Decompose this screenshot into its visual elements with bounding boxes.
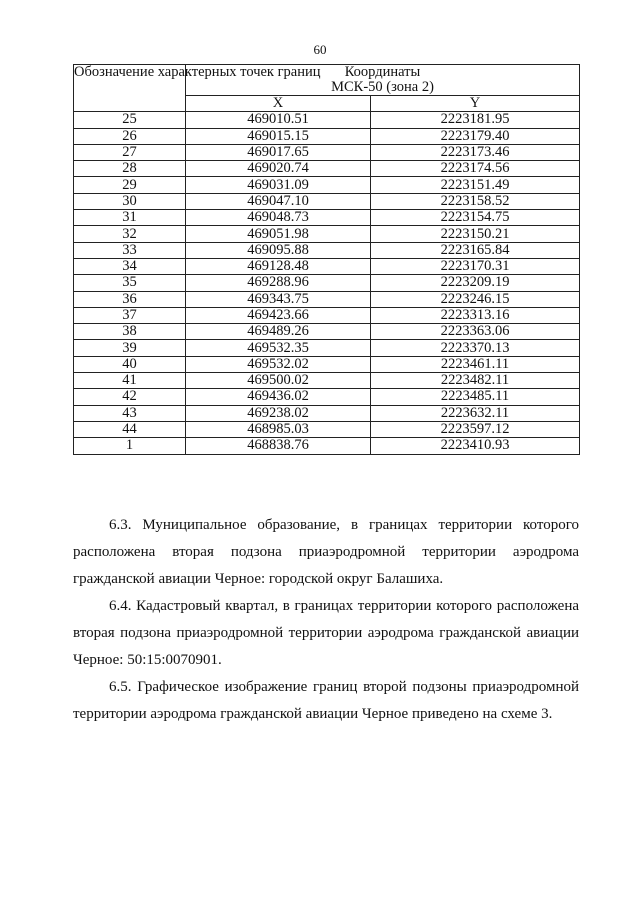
point-number-cell: 29 [74,177,186,193]
table-row [74,226,580,242]
point-number-cell: 1 [74,438,186,454]
table-row [74,161,580,177]
y-coordinate-cell: 2223632.11 [371,405,580,421]
table-row [74,193,580,209]
point-number-cell: 32 [74,226,186,242]
point-number-cell: 35 [74,275,186,291]
x-coordinate-cell: 469010.51 [186,112,371,128]
point-number-cell: 38 [74,324,186,340]
x-coordinate-cell: 468838.76 [186,438,371,454]
x-coordinate-cell: 469288.96 [186,275,371,291]
y-coordinate-cell: 2223363.06 [371,324,580,340]
y-coordinate-cell: 2223158.52 [371,193,580,209]
point-number-cell: 30 [74,193,186,209]
point-number-cell: 34 [74,258,186,274]
x-coordinate-cell: 469489.26 [186,324,371,340]
table-row [74,405,580,421]
y-coordinate-cell: 2223597.12 [371,421,580,437]
point-number-cell: 41 [74,373,186,389]
paragraph-6-3: 6.3. Муниципальное образование, в границах территории которого расположена вторая подзона приаэродромной территории аэродрома гражданской авиации Черное: городской округ Балашиха. [73,517,579,587]
point-number-cell: 44 [74,421,186,437]
coordinates-table [73,64,580,455]
point-number-cell: 28 [74,161,186,177]
table-row [74,421,580,437]
page-number: 60 [313,42,327,57]
x-coordinate-cell: 469532.35 [186,340,371,356]
x-coordinate-cell: 469423.66 [186,307,371,323]
header-point-designation: Обозначение характерных точек границ [74,65,186,112]
y-coordinate-cell: 2223482.11 [371,373,580,389]
x-coordinate-cell: 469343.75 [186,291,371,307]
x-coordinate-cell: 469128.48 [186,258,371,274]
y-coordinate-cell: 2223165.84 [371,242,580,258]
x-coordinate-cell: 469047.10 [186,193,371,209]
point-number-cell: 33 [74,242,186,258]
table-row [74,242,580,258]
x-coordinate-cell: 469051.98 [186,226,371,242]
y-coordinate-cell: 2223151.49 [371,177,580,193]
point-number-cell: 27 [74,144,186,160]
table-row [74,373,580,389]
y-coordinate-cell: 2223181.95 [371,112,580,128]
table-row [74,438,580,454]
header-x: X [186,96,371,112]
x-coordinate-cell: 469048.73 [186,210,371,226]
y-coordinate-cell: 2223485.11 [371,389,580,405]
x-coordinate-cell: 469031.09 [186,177,371,193]
table-row [74,177,580,193]
table-row [74,144,580,160]
table-row [74,356,580,372]
y-coordinate-cell: 2223246.15 [371,291,580,307]
point-number-cell: 40 [74,356,186,372]
y-coordinate-cell: 2223410.93 [371,438,580,454]
y-coordinate-cell: 2223370.13 [371,340,580,356]
table-row [74,128,580,144]
y-coordinate-cell: 2223209.19 [371,275,580,291]
header-y: Y [371,96,580,112]
y-coordinate-cell: 2223313.16 [371,307,580,323]
x-coordinate-cell: 469238.02 [186,405,371,421]
point-number-cell: 43 [74,405,186,421]
point-number-cell: 31 [74,210,186,226]
table-row [74,291,580,307]
y-coordinate-cell: 2223173.46 [371,144,580,160]
x-coordinate-cell: 469015.15 [186,128,371,144]
table-row [74,210,580,226]
table-row [74,324,580,340]
x-coordinate-cell: 469095.88 [186,242,371,258]
paragraph-6-4: 6.4. Кадастровый квартал, в границах территории которого расположена вторая подзона приаэродромной территории аэродрома гражданской авиации Черное: 50:15:0070901. [73,598,579,668]
x-coordinate-cell: 469436.02 [186,389,371,405]
x-coordinate-cell: 469532.02 [186,356,371,372]
header-coordinate-system: МСК-50 (зона 2) [331,79,434,95]
y-coordinate-cell: 2223461.11 [371,356,580,372]
table-row [74,258,580,274]
table-row [74,275,580,291]
y-coordinate-cell: 2223154.75 [371,210,580,226]
table-body [74,112,580,454]
y-coordinate-cell: 2223174.56 [371,161,580,177]
y-coordinate-cell: 2223179.40 [371,128,580,144]
point-number-cell: 25 [74,112,186,128]
x-coordinate-cell: 469020.74 [186,161,371,177]
point-number-cell: 26 [74,128,186,144]
x-coordinate-cell: 468985.03 [186,421,371,437]
point-number-cell: 39 [74,340,186,356]
table-header [74,65,580,112]
point-number-cell: 36 [74,291,186,307]
x-coordinate-cell: 469017.65 [186,144,371,160]
table-row [74,389,580,405]
table-row [74,112,580,128]
paragraph-6-5: 6.5. Графическое изображение границ второй подзоны приаэродромной территории аэродрома гражданской авиации Черное приведено на схеме 3. [73,679,579,722]
y-coordinate-cell: 2223170.31 [371,258,580,274]
point-number-cell: 42 [74,389,186,405]
header-coordinates-title: Координаты [344,64,421,80]
y-coordinate-cell: 2223150.21 [371,226,580,242]
x-coordinate-cell: 469500.02 [186,373,371,389]
table-row [74,307,580,323]
point-number-cell: 37 [74,307,186,323]
table-row [74,340,580,356]
